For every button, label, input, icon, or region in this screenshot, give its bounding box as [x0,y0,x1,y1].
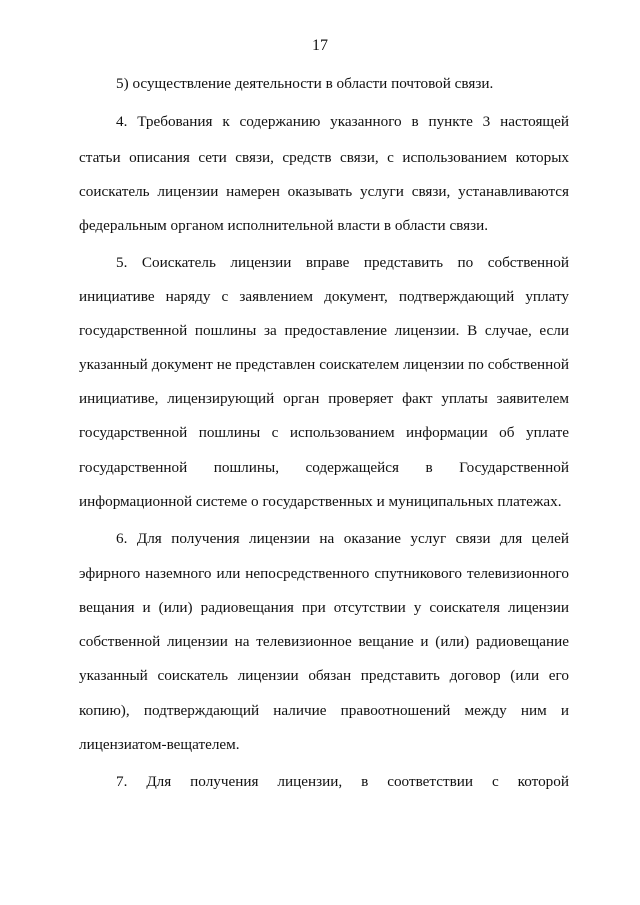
paragraph-6-line-2: эфирного наземного или непосредственного спутникового телевизионного [79,565,569,582]
paragraph-6-line-1: 6. Для получения лицензии на оказание услуг связи для целей [116,530,569,547]
paragraph-6-line-6: копию), подтверждающий наличие правоотношений между ним и [79,702,569,719]
paragraph-5-line-3: государственной пошлины за предоставление лицензии. В случае, если [79,322,569,339]
paragraph-4-line-1: 4. Требования к содержанию указанного в пункте 3 настоящей [116,113,569,130]
paragraph-6-line-7: лицензиатом-вещателем. [79,736,240,753]
paragraph-5-line-4: указанный документ не представлен соискателем лицензии по собственной [79,356,569,373]
paragraph-4-line-2: статьи описания сети связи, средств связи, с использованием которых [79,149,569,166]
paragraph-5-line-2: инициативе наряду с заявлением документ, подтверждающий уплату [79,288,569,305]
paragraph-6-line-3: вещания и (или) радиовещания при отсутствии у соискателя лицензии [79,599,569,616]
paragraph-5-line-7: государственной пошлины, содержащейся в Государственной [79,459,569,476]
text-line-item-5: 5) осуществление деятельности в области почтовой связи. [116,75,494,92]
paragraph-5-line-8: информационной системе о государственных и муниципальных платежах. [79,493,562,510]
paragraph-5-line-1: 5. Соискатель лицензии вправе представить по собственной [116,254,569,271]
paragraph-6-line-4: собственной лицензии на телевизионное вещание и (или) радиовещание [79,633,569,650]
paragraph-7-line-1: 7. Для получения лицензии, в соответствии с которой [116,773,569,790]
paragraph-6-line-5: указанный соискатель лицензии обязан представить договор (или его [79,667,569,684]
paragraph-5-line-6: государственной пошлины с использованием информации об уплате [79,424,569,441]
paragraph-4-line-3: соискатель лицензии намерен оказывать услуги связи, устанавливаются [79,183,569,200]
paragraph-5-line-5: инициативе, лицензирующий орган проверяет факт уплаты заявителем [79,390,569,407]
page-number: 17 [312,37,328,54]
paragraph-4-line-4: федеральным органом исполнительной власти в области связи. [79,217,489,234]
